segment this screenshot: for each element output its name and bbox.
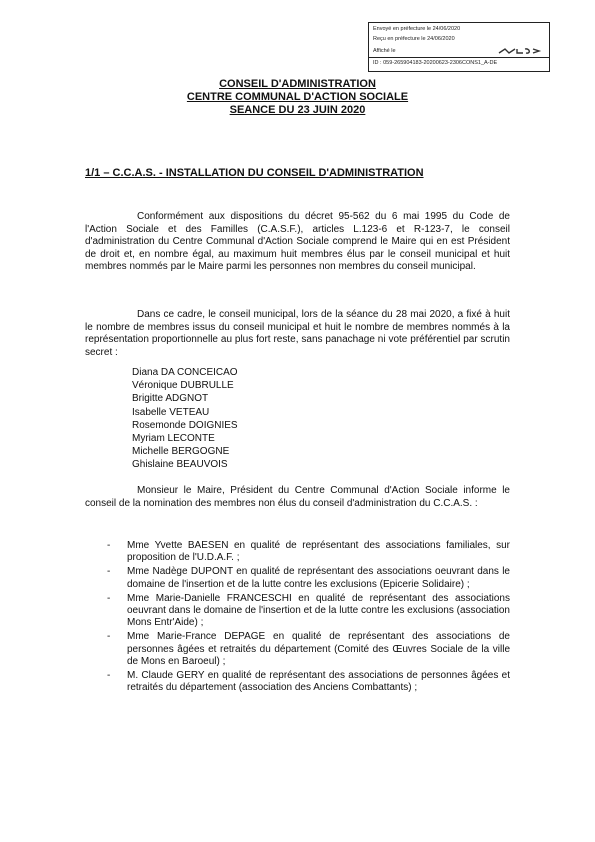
bullet-marker: - xyxy=(107,592,111,604)
member-name: Myriam LECONTE xyxy=(132,433,215,445)
member-name: Ghislaine BEAUVOIS xyxy=(132,459,228,471)
section-title: 1/1 – C.C.A.S. - INSTALLATION DU CONSEIL D'ADMINISTRATION xyxy=(85,167,424,179)
paragraph-council xyxy=(85,309,510,359)
paragraph-decree-text: Conformément aux dispositions du décret 95-562 du 6 mai 1995 du Code de l'Action Sociale et des Familles (C.A.S.F.), articles L.123-6 et R-123-7, le conseil d'administration du Centre Communal d'Action Sociale comprend le Maire qui en est Président de droit et, en nombre égal, au maximum huit membres élus par le conseil municipal et huit membres nommés par le Maire parmi les personnes non membres du conseil municipal. xyxy=(85,211,510,273)
stamp-received-line: Reçu en préfecture le 24/06/2020 xyxy=(373,36,455,42)
member-name: Brigitte ADGNOT xyxy=(132,393,209,405)
list-item xyxy=(107,566,510,590)
heading-session-date: SEANCE DU 23 JUIN 2020 xyxy=(229,104,366,116)
stamp-logo-icon xyxy=(497,46,543,56)
prefecture-stamp xyxy=(368,22,550,72)
member-name: Michelle BERGOGNE xyxy=(132,446,230,458)
bullet-marker: - xyxy=(107,631,111,643)
stamp-divider xyxy=(369,57,549,58)
paragraph-council-text: Dans ce cadre, le conseil municipal, lors de la séance du 28 mai 2020, a fixé à huit le nombre de membres issus du conseil municipal et huit le nombre de membres nommés à la représentation proportionnelle au plus fort reste, sans panachage ni vote préférentiel par scrutin secret : xyxy=(85,309,510,358)
list-item xyxy=(107,631,510,668)
stamp-id-line: ID : 059-265904183-20200623-2306CONS1_A-DE xyxy=(373,60,498,66)
appointee-text: Mme Yvette BAESEN en qualité de représentant des associations familiales, sur proposition de l'U.D.A.F. ; xyxy=(127,540,510,564)
bullet-marker: - xyxy=(107,540,111,551)
paragraph-decree xyxy=(85,211,510,274)
appointees-list xyxy=(107,540,510,696)
heading-board: CONSEIL D'ADMINISTRATION xyxy=(219,78,376,90)
heading-ccas: CENTRE COMMUNAL D'ACTION SOCIALE xyxy=(186,91,409,103)
list-item xyxy=(107,670,510,694)
elected-members-list xyxy=(132,366,238,472)
stamp-sent-line: Envoyé en préfecture le 24/06/2020 xyxy=(373,26,461,32)
member-name: Rosemonde DOIGNIES xyxy=(132,419,238,431)
member-name: Isabelle VETEAU xyxy=(132,406,210,418)
bullet-marker: - xyxy=(107,670,111,682)
paragraph-mayor-text: Monsieur le Maire, Président du Centre Communal d'Action Sociale informe le conseil de la nomination des membres non élus du conseil d'administration du C.C.A.S. : xyxy=(85,485,510,509)
appointee-text: Mme Marie-France DEPAGE en qualité de représentant des associations de personnes âgées et retraités du département (Comité des Œuvres Sociale de la ville de Mons en Baroeul) ; xyxy=(127,631,510,667)
appointee-text: Mme Marie-Danielle FRANCESCHI en qualité de représentant des associations oeuvrant dans le domaine de l'insertion et de la lutte contre les exclusions (association Mons Entr'Aide) ; xyxy=(127,592,510,629)
member-name: Diana DA CONCEICAO xyxy=(132,367,238,378)
appointee-text: M. Claude GERY en qualité de représentant des associations de personnes âgées et retraités du département (association des Anciens Combattants) ; xyxy=(127,670,510,694)
list-item xyxy=(107,593,510,630)
paragraph-mayor xyxy=(85,485,510,510)
member-name: Véronique DUBRULLE xyxy=(132,380,234,392)
list-item xyxy=(107,540,510,564)
bullet-marker: - xyxy=(107,566,111,578)
appointee-text: Mme Nadège DUPONT en qualité de représentant des associations oeuvrant dans le domaine de l'insertion et de la lutte contre les exclusions (Epicerie Solidaire) ; xyxy=(127,566,510,590)
stamp-posted-line: Affiché le xyxy=(373,48,396,54)
